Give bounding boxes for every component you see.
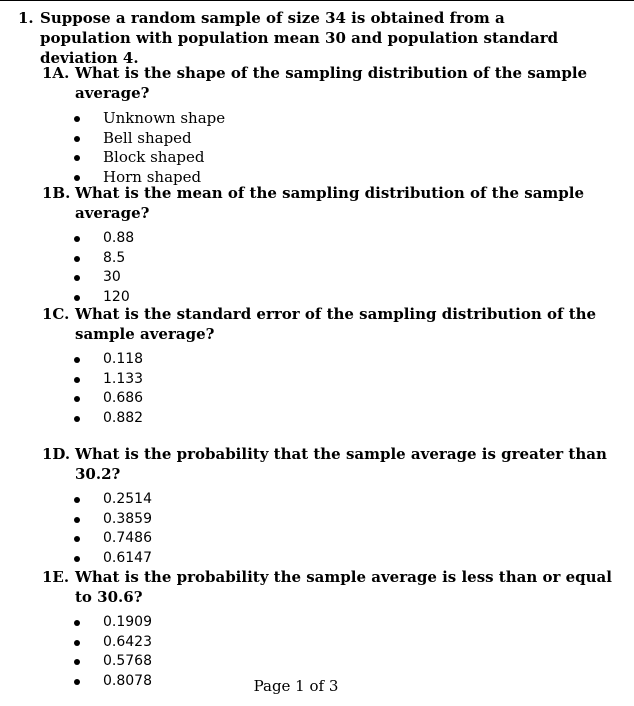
option-text: 120 (103, 289, 130, 306)
option-text: 0.6147 (103, 550, 152, 567)
bullet-icon (74, 556, 80, 562)
part-1d-options (42, 490, 612, 569)
bullet-icon (74, 517, 80, 523)
option-text: 30 (103, 269, 121, 286)
option-text: 8.5 (103, 249, 126, 266)
option-item (42, 510, 612, 530)
bullet-icon (74, 236, 80, 242)
bullet-icon (74, 377, 80, 383)
part-1c-options (42, 350, 612, 429)
part-1c (42, 304, 612, 429)
option-text: Bell shaped (103, 128, 192, 147)
option-text: Unknown shape (103, 109, 226, 127)
option-item (42, 529, 612, 549)
part-label: 1D. (42, 445, 71, 463)
top-rule (0, 0, 634, 1)
bullet-icon (74, 357, 80, 363)
option-item (42, 490, 612, 510)
part-label: 1A. (42, 64, 70, 82)
bullet-icon (74, 175, 80, 181)
bullet-icon (74, 116, 80, 122)
option-item (42, 633, 612, 653)
option-text: 1.133 (103, 370, 144, 387)
option-text: 0.3859 (103, 510, 152, 527)
part-question: What is the shape of the sampling distribution of the sample average? (75, 64, 588, 102)
part-1b-heading (42, 183, 612, 223)
option-item (42, 370, 612, 390)
option-item (42, 350, 612, 370)
page-number: Page 1 of 3 (253, 677, 339, 695)
option-text: 0.5768 (103, 653, 152, 670)
part-label: 1E. (42, 568, 70, 586)
option-text: 0.6423 (103, 633, 152, 650)
option-text: 0.2514 (103, 491, 152, 507)
option-item (42, 268, 612, 288)
option-text: 0.882 (103, 410, 144, 427)
part-1e (42, 567, 612, 692)
bullet-icon (74, 416, 80, 422)
question-1 (18, 8, 598, 68)
bullet-icon (74, 396, 80, 402)
bullet-icon (74, 497, 80, 503)
part-1b (42, 183, 612, 308)
part-label: 1C. (42, 305, 70, 323)
option-text: 0.7486 (103, 530, 152, 547)
option-text: 0.88 (103, 230, 135, 246)
option-text: Horn shaped (103, 168, 202, 187)
bullet-icon (74, 620, 80, 626)
option-item (42, 229, 612, 249)
option-text: 0.8078 (103, 673, 152, 690)
option-item (42, 109, 612, 129)
bullet-icon (74, 295, 80, 301)
part-question: What is the probability that the sample average is greater than 30.2? (75, 445, 607, 483)
bullet-icon (74, 275, 80, 281)
option-text: 0.118 (103, 351, 144, 367)
question-number: 1. (18, 9, 34, 27)
bullet-icon (74, 659, 80, 665)
part-1a-options (42, 109, 612, 188)
option-item (42, 549, 612, 569)
question-text: Suppose a random sample of size 34 is obtained from a population with population mean 30 and population standard deviation 4. (40, 9, 559, 67)
part-1b-options (42, 229, 612, 308)
bullet-icon (74, 536, 80, 542)
option-text: Block shaped (103, 148, 205, 167)
part-label: 1B. (42, 184, 71, 202)
option-item (42, 129, 612, 149)
bullet-icon (74, 256, 80, 262)
part-question: What is the mean of the sampling distribution of the sample average? (75, 184, 585, 222)
option-text: 0.686 (103, 390, 144, 407)
option-text: 0.1909 (103, 614, 152, 630)
part-1a-heading (42, 63, 612, 103)
part-1a (42, 63, 612, 188)
option-item (42, 148, 612, 168)
part-1d (42, 444, 612, 569)
bullet-icon (74, 640, 80, 646)
part-1e-heading (42, 567, 612, 607)
part-1d-heading (42, 444, 612, 484)
part-question: What is the probability the sample average is less than or equal to 30.6? (75, 568, 612, 606)
part-1c-heading (42, 304, 612, 344)
bullet-icon (74, 136, 80, 142)
option-item (42, 409, 612, 429)
option-item (42, 652, 612, 672)
part-question: What is the standard error of the sampling distribution of the sample average? (75, 305, 597, 343)
bullet-icon (74, 155, 80, 161)
option-item (42, 613, 612, 633)
option-item (42, 249, 612, 269)
option-item (42, 389, 612, 409)
